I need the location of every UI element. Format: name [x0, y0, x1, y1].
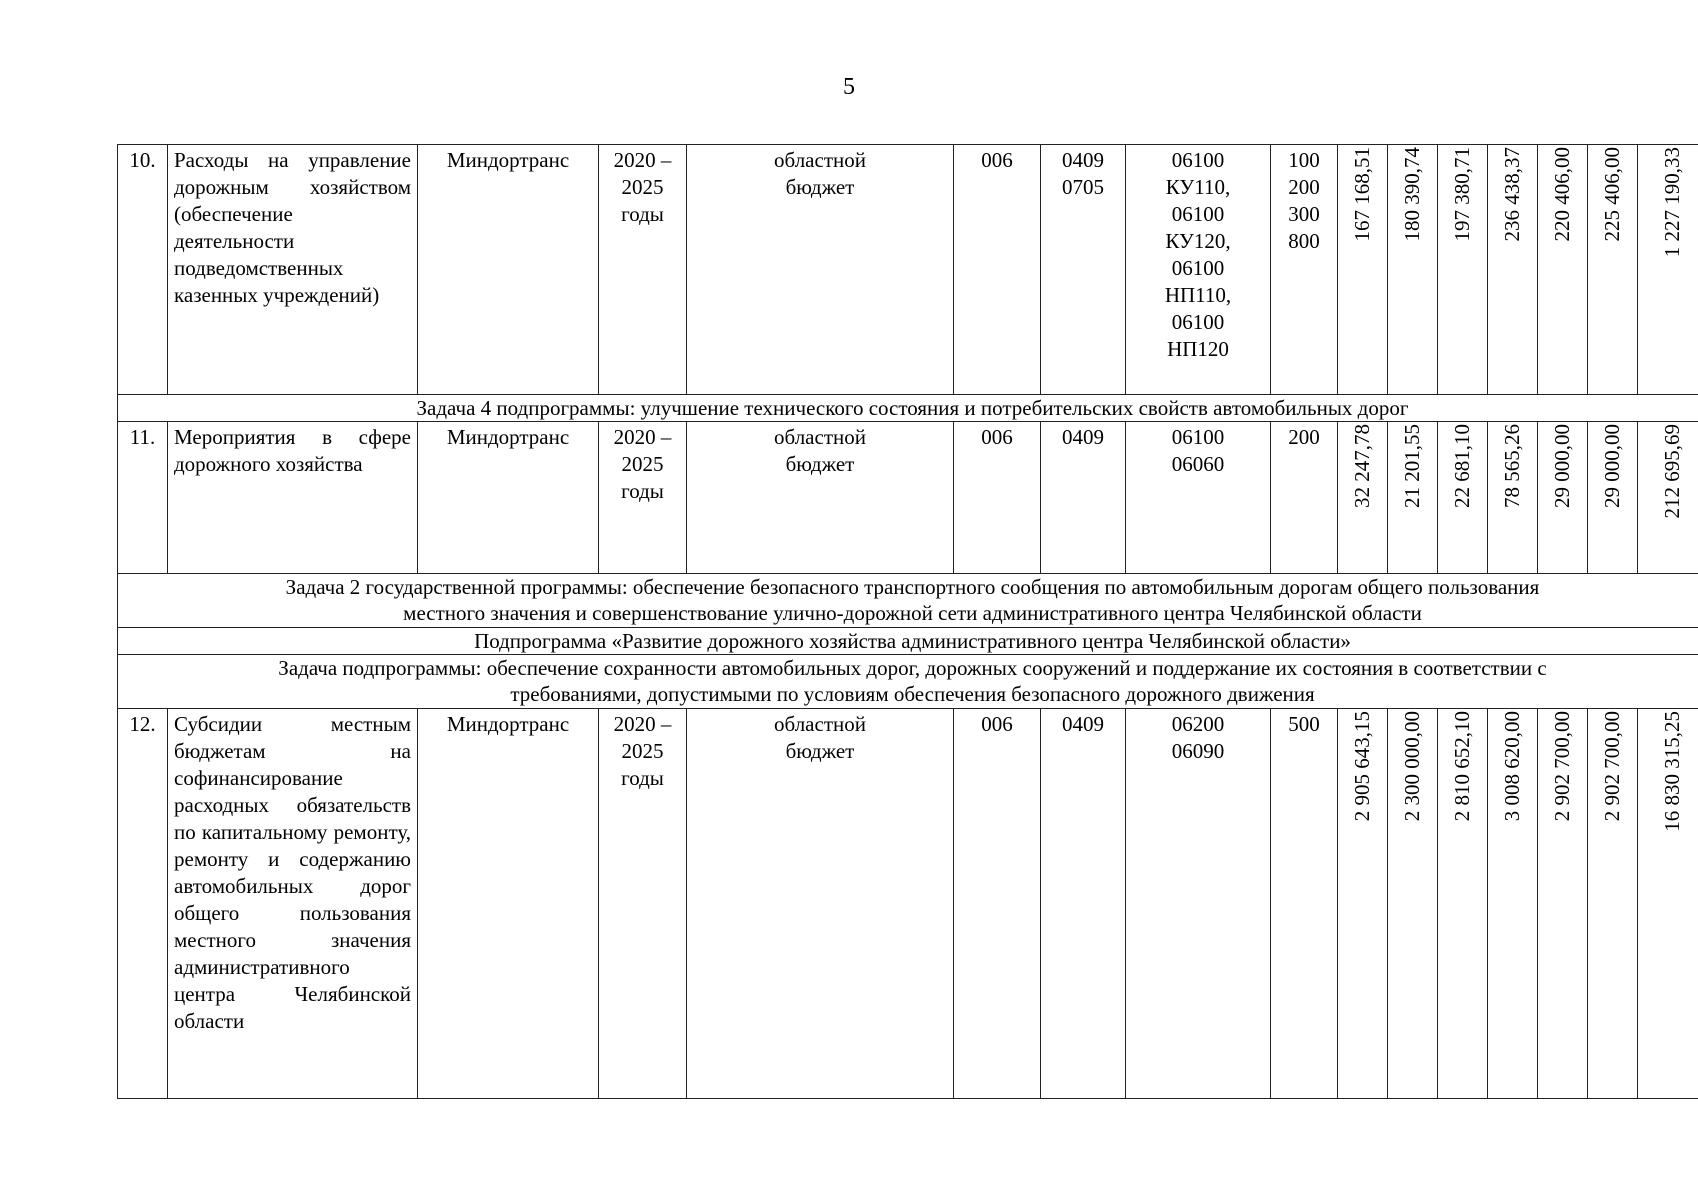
section-header-row: [118, 628, 1698, 655]
target-article-code-line: НП110,: [1164, 283, 1232, 307]
period-line: 2025: [621, 452, 664, 476]
amount-total: [1638, 422, 1698, 574]
target-article-code: [1126, 709, 1271, 1099]
target-article-code: [1126, 422, 1271, 574]
target-article-code-line: 06200: [1171, 712, 1225, 736]
period-line: годы: [621, 766, 664, 790]
section-header-cell: [118, 628, 1698, 655]
table-row: [118, 145, 1698, 395]
section-code: [1041, 145, 1126, 395]
section-header-row: [118, 395, 1698, 422]
amount-year: [1588, 422, 1638, 574]
target-article-code-line: КУ120,: [1165, 229, 1231, 253]
target-article-code-line: 06090: [1171, 739, 1225, 763]
page-number: 5: [843, 74, 855, 100]
amount-total: [1638, 709, 1698, 1099]
amount-value: 78 565,26: [1500, 424, 1524, 508]
section-header-line: местного значения и совершенствование улично-дорожной сети административного центра Челябинской области: [403, 601, 1422, 625]
amount-value: 2 902 700,00: [1550, 711, 1574, 822]
section-code-line: 0409: [1062, 712, 1104, 736]
expense-type-code: [1271, 422, 1338, 574]
amount-value: 16 830 315,25: [1660, 711, 1684, 832]
amount-value: 236 438,37: [1500, 147, 1524, 242]
target-article-code-line: НП120: [1167, 337, 1229, 361]
amount-year: [1338, 422, 1388, 574]
target-article-code: [1126, 145, 1271, 395]
amount-year: [1588, 709, 1638, 1099]
amount-year: [1488, 145, 1538, 395]
section-code: [1041, 422, 1126, 574]
amount-year: [1538, 145, 1588, 395]
amount-total: [1638, 145, 1698, 395]
target-article-code-line: 06100: [1171, 256, 1225, 280]
funding-source-line: областной: [774, 148, 866, 172]
amount-year: [1438, 422, 1488, 574]
amount-year: [1438, 145, 1488, 395]
expense-type-code-line: 200: [1288, 425, 1320, 449]
period: [599, 422, 687, 574]
activity-name: Субсидии местным бюджетам на софинансирование расходных обязательств по капитальному ремонту, ремонту и содержанию автомобильных дорог общего пользования местного значения административного центра Челябинской области: [168, 709, 418, 1099]
row-number: 12.: [118, 709, 168, 1099]
amount-value: 180 390,74: [1400, 147, 1424, 242]
amount-value: 29 000,00: [1600, 424, 1624, 508]
period-line: годы: [621, 202, 664, 226]
amount-year: [1388, 709, 1438, 1099]
amount-year: [1488, 709, 1538, 1099]
expense-type-code-line: 100: [1288, 148, 1320, 172]
amount-value: 197 380,71: [1450, 147, 1474, 242]
amount-value: 2 905 643,15: [1350, 711, 1374, 822]
amount-value: 3 008 620,00: [1500, 711, 1524, 822]
grbs-code: 006: [954, 709, 1041, 1099]
section-header-row: [118, 574, 1698, 628]
amount-value: 225 406,00: [1600, 147, 1624, 242]
section-header-line: Задача подпрограммы: обеспечение сохранности автомобильных дорог, дорожных сооружений и поддержание их состояния в соответствии с: [278, 656, 1547, 680]
activity-name: Мероприятия в сфере дорожного хозяйства: [168, 422, 418, 574]
section-header-line: Задача 2 государственной программы: обеспечение безопасного транспортного сообщения по автомобильным дорогам общего пользования: [285, 575, 1540, 599]
expense-type-code-line: 300: [1288, 202, 1320, 226]
table-body: [118, 145, 1698, 1099]
amount-value: 2 902 700,00: [1600, 711, 1624, 822]
grbs-code: 006: [954, 145, 1041, 395]
section-code-line: 0409: [1062, 425, 1104, 449]
funding-source-line: бюджет: [785, 175, 855, 199]
amount-value: 167 168,51: [1350, 147, 1374, 242]
funding-source: [687, 422, 954, 574]
amount-value: 2 300 000,00: [1400, 711, 1424, 822]
table-row: [118, 709, 1698, 1099]
expense-type-code-line: 500: [1288, 712, 1320, 736]
amount-year: [1588, 145, 1638, 395]
row-number: 11.: [118, 422, 168, 574]
period: [599, 709, 687, 1099]
period-line: 2020 –: [613, 712, 672, 736]
target-article-code-line: КУ110,: [1165, 175, 1231, 199]
expense-type-code: [1271, 145, 1338, 395]
funding-source-line: областной: [774, 712, 866, 736]
amount-year: [1338, 145, 1388, 395]
section-header-cell: [118, 655, 1698, 709]
target-article-code-line: 06100: [1171, 310, 1225, 334]
amount-year: [1388, 422, 1438, 574]
funding-source-line: бюджет: [785, 452, 855, 476]
section-code-line: 0705: [1062, 175, 1104, 199]
amount-year: [1438, 709, 1488, 1099]
section-code: [1041, 709, 1126, 1099]
period-line: 2025: [621, 739, 664, 763]
amount-value: 220 406,00: [1550, 147, 1574, 242]
amount-year: [1488, 422, 1538, 574]
funding-source-line: бюджет: [785, 739, 855, 763]
target-article-code-line: 06100: [1171, 148, 1225, 172]
target-article-code-line: 06060: [1171, 452, 1225, 476]
grbs-code: 006: [954, 422, 1041, 574]
target-article-code-line: 06100: [1171, 425, 1225, 449]
section-header-cell: [118, 574, 1698, 628]
period-line: 2020 –: [613, 425, 672, 449]
row-number: 10.: [118, 145, 168, 395]
amount-year: [1388, 145, 1438, 395]
amount-value: 212 695,69: [1660, 424, 1684, 519]
period-line: 2020 –: [613, 148, 672, 172]
budget-table: [117, 144, 1698, 1099]
executor: Миндортранс: [418, 422, 599, 574]
expense-type-code-line: 800: [1288, 229, 1320, 253]
amount-year: [1538, 422, 1588, 574]
funding-source-line: областной: [774, 425, 866, 449]
amount-value: 29 000,00: [1550, 424, 1574, 508]
amount-value: 2 810 652,10: [1450, 711, 1474, 822]
expense-type-code: [1271, 709, 1338, 1099]
period: [599, 145, 687, 395]
section-header-cell: [118, 395, 1698, 422]
expense-type-code-line: 200: [1288, 175, 1320, 199]
period-line: 2025: [621, 175, 664, 199]
activity-name: Расходы на управление дорожным хозяйством (обеспечение деятельности подведомственных казенных учреждений): [168, 145, 418, 395]
amount-value: 22 681,10: [1450, 424, 1474, 508]
amount-year: [1338, 709, 1388, 1099]
target-article-code-line: 06100: [1171, 202, 1225, 226]
section-header-line: Подпрограмма «Развитие дорожного хозяйства административного центра Челябинской области»: [474, 629, 1351, 653]
funding-source: [687, 709, 954, 1099]
executor: Миндортранс: [418, 709, 599, 1099]
section-code-line: 0409: [1062, 148, 1104, 172]
section-header-line: Задача 4 подпрограммы: улучшение технического состояния и потребительских свойств автомобильных дорог: [416, 396, 1409, 420]
executor: Миндортранс: [418, 145, 599, 395]
amount-value: 32 247,78: [1350, 424, 1374, 508]
amount-value: 21 201,55: [1400, 424, 1424, 508]
section-header-row: [118, 655, 1698, 709]
table-row: [118, 422, 1698, 574]
section-header-line: требованиями, допустимыми по условиям обеспечения безопасного дорожного движения: [510, 682, 1315, 706]
funding-source: [687, 145, 954, 395]
amount-value: 1 227 190,33: [1660, 147, 1684, 258]
amount-year: [1538, 709, 1588, 1099]
period-line: годы: [621, 479, 664, 503]
